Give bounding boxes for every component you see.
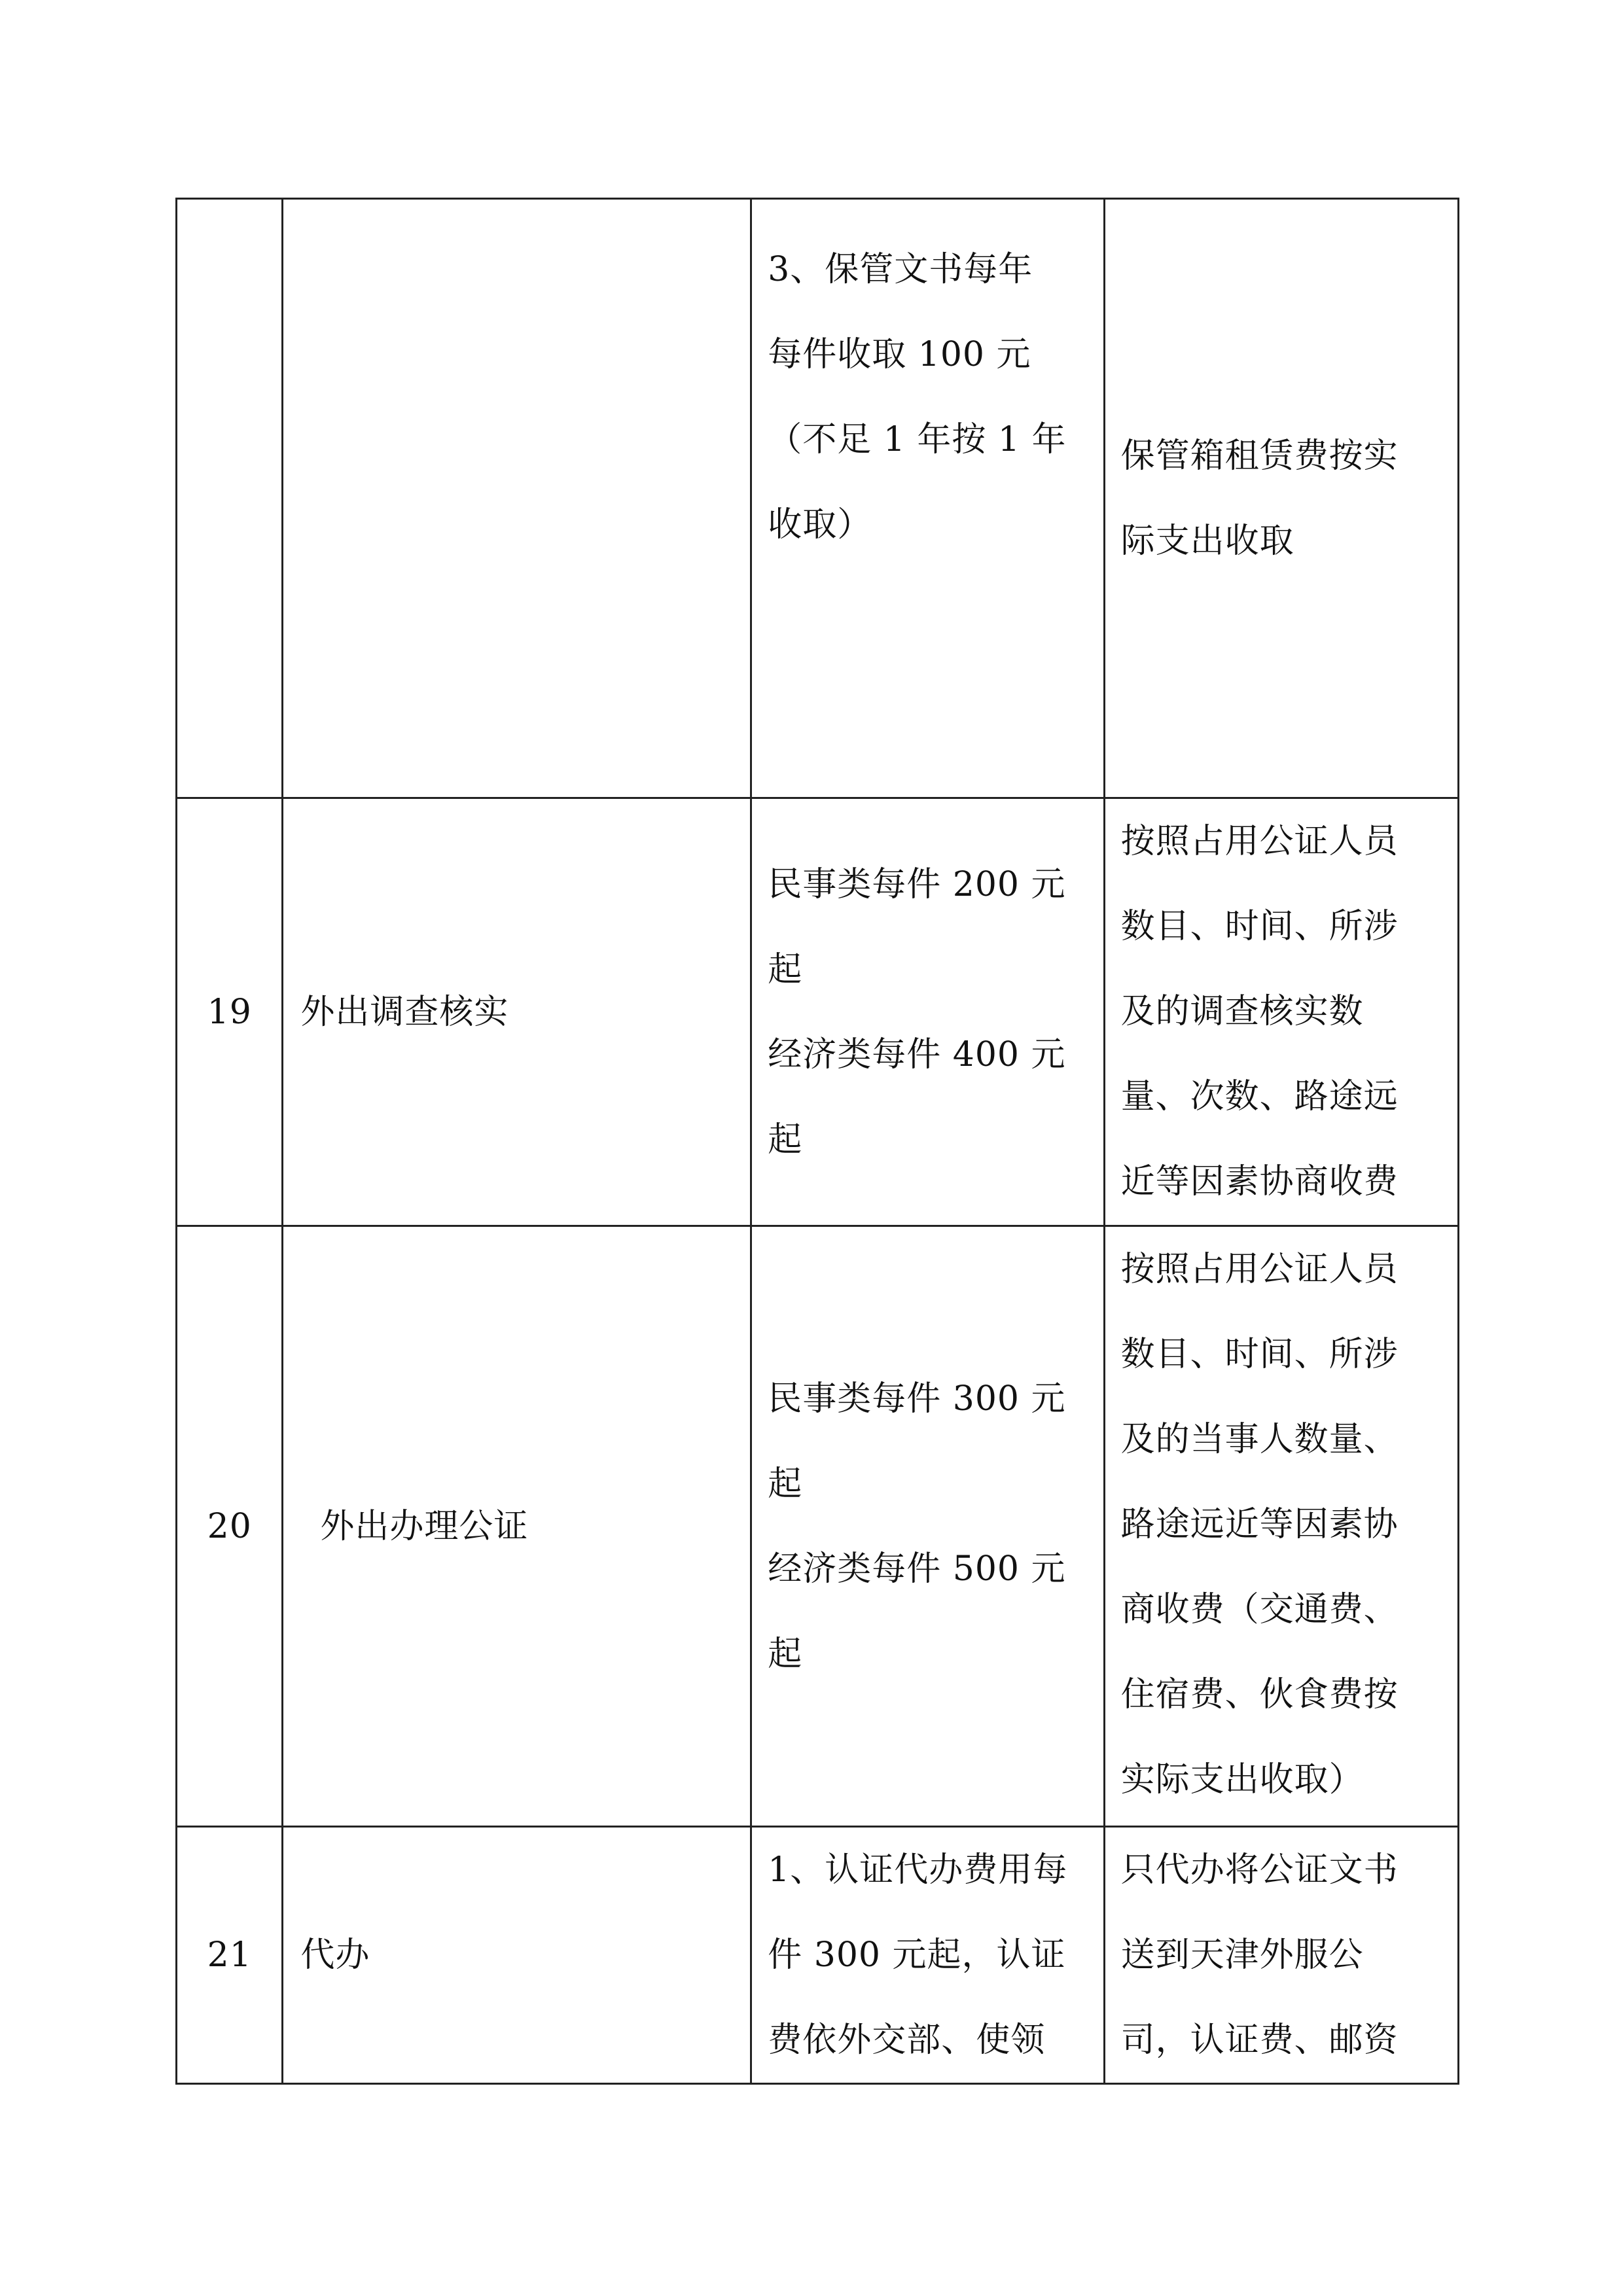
- fee-note: 按照占用公证人员 数目、时间、所涉 及的当事人数量、 路途远近等因素协 商收费（交通费、 住宿费、伙食费按 实际支出收取）: [1120, 1250, 1399, 1799]
- table-row: [177, 798, 1459, 1226]
- note-cell: [1104, 1827, 1458, 2084]
- item-name: 代办: [300, 1935, 370, 1975]
- item-cell: [283, 1827, 751, 2084]
- item-cell: [283, 1226, 751, 1827]
- item-name: 外出办理公证: [320, 1506, 529, 1546]
- item-name: 外出调查核实: [300, 992, 509, 1032]
- row-number-cell: [177, 1827, 283, 2084]
- fee-note: 按照占用公证人员 数目、时间、所涉 及的调查核实数 量、次数、路途远 近等因素协商收费: [1120, 822, 1399, 1201]
- note-cell: [1104, 199, 1458, 798]
- fee-standard: 1、认证代办费用每 件 300 元起，认证 费依外交部、使领: [768, 1850, 1068, 2060]
- item-cell: [283, 199, 751, 798]
- fee-note: 保管箱租赁费按实 际支出收取: [1120, 436, 1399, 561]
- table-row: [177, 199, 1459, 798]
- fee-standard: 民事类每件 200 元 起 经济类每件 400 元 起: [768, 864, 1066, 1159]
- fee-standard-cell: [751, 1226, 1104, 1827]
- fee-standard-cell: [751, 1827, 1104, 2084]
- note-cell: [1104, 1226, 1458, 1827]
- fee-standard-cell: [751, 798, 1104, 1226]
- note-cell: [1104, 798, 1458, 1226]
- table-row: [177, 1827, 1459, 2084]
- fee-standard-cell: [751, 199, 1104, 798]
- fee-standard: 民事类每件 300 元 起 经济类每件 500 元 起: [768, 1379, 1066, 1674]
- item-cell: [283, 798, 751, 1226]
- row-number: 19: [207, 992, 252, 1032]
- row-number-cell: [177, 199, 283, 798]
- row-number: 21: [207, 1935, 252, 1975]
- row-number: 20: [207, 1506, 252, 1546]
- fee-standard: 3、保管文书每年 每件收取 100 元 （不足 1 年按 1 年 收取）: [768, 250, 1067, 544]
- row-number-cell: [177, 1226, 283, 1827]
- table-row: [177, 1226, 1459, 1827]
- fee-table: [175, 198, 1459, 2085]
- row-number-cell: [177, 798, 283, 1226]
- fee-note: 只代办将公证文书 送到天津外服公 司，认证费、邮资: [1120, 1850, 1399, 2060]
